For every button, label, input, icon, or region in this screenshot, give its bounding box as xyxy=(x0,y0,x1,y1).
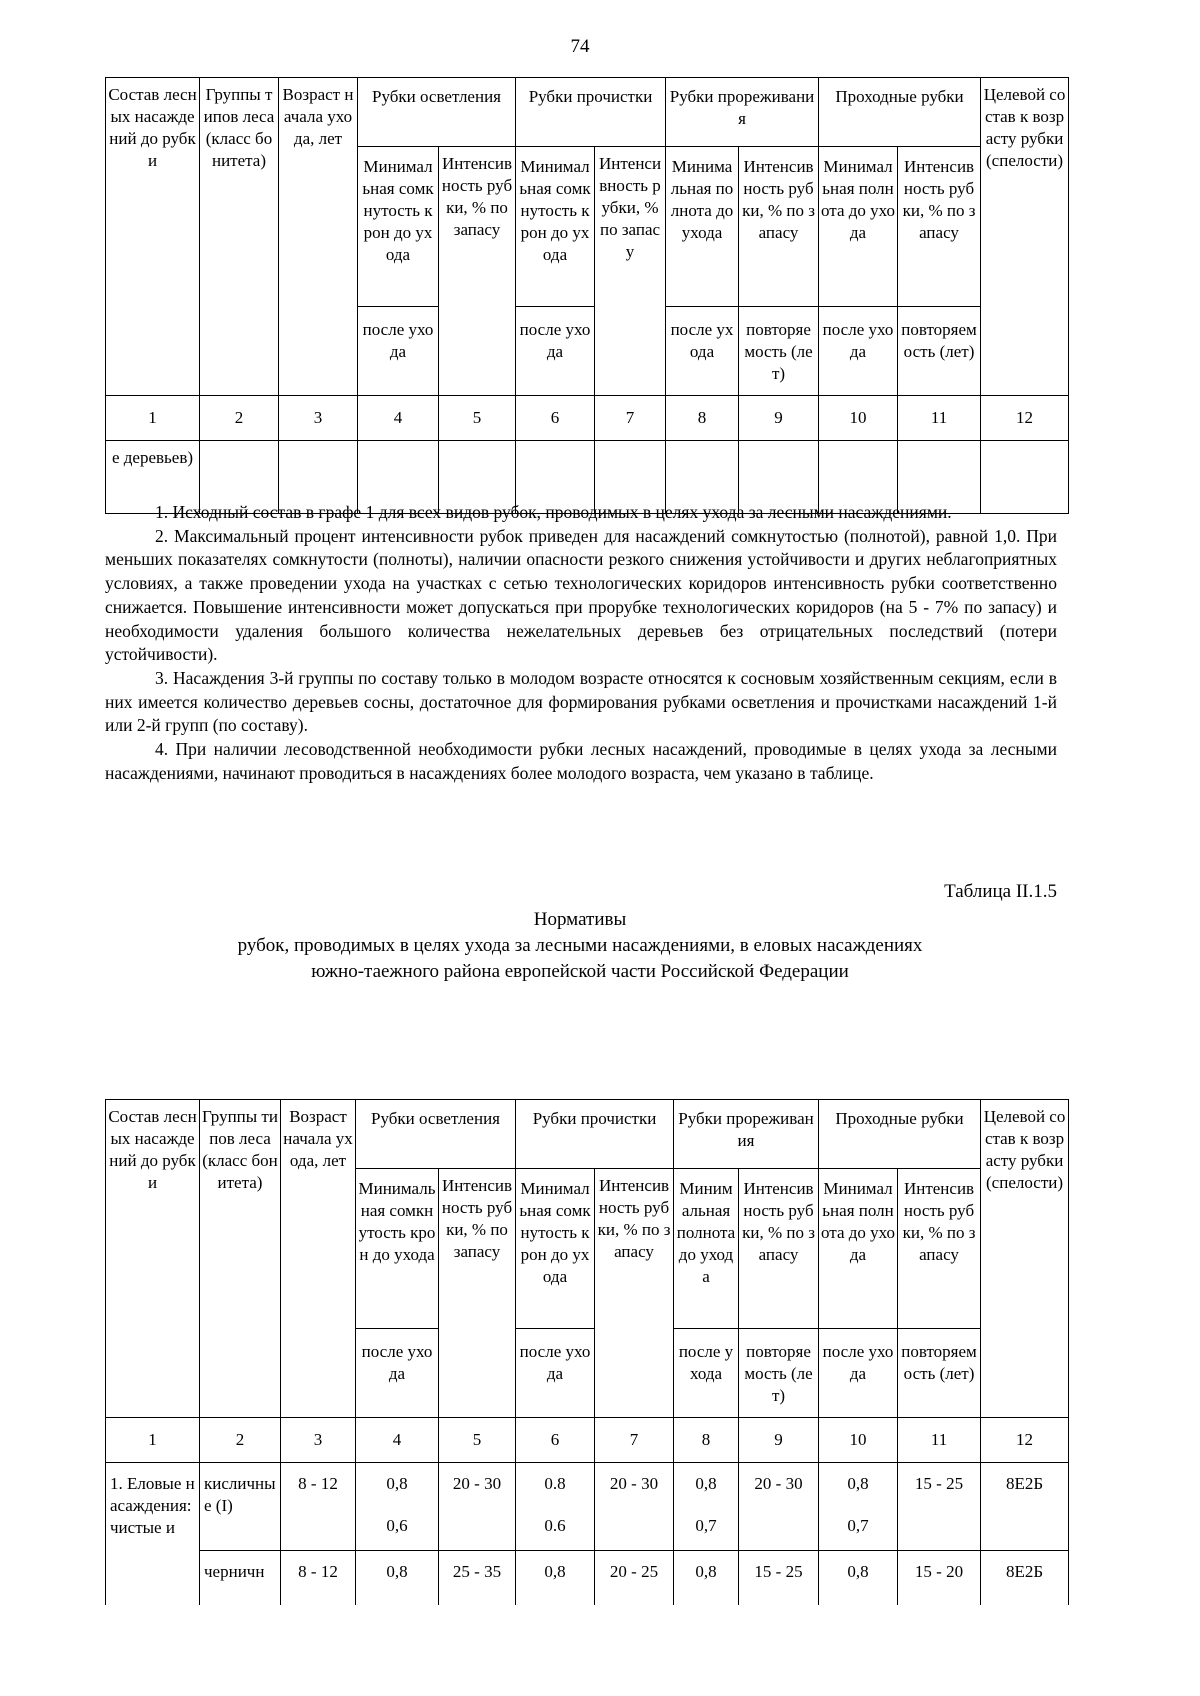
header-after-care: после ухода xyxy=(674,1329,739,1418)
header-min-density-before: Минимальная сомкнутость крон до ухода xyxy=(358,147,439,307)
header-target-composition: Целевой состав к возрасту рубки (спелости) xyxy=(981,78,1069,396)
composition-cell: е деревьев) xyxy=(106,441,200,514)
header-after-care: после ухода xyxy=(356,1329,439,1418)
column-number: 7 xyxy=(595,396,666,441)
intensity-cell: 25 - 35 xyxy=(439,1551,516,1611)
header-intensity: Интенсивность рубки, % по запасу xyxy=(739,1169,819,1329)
header-min-density-before: Минимальная сомкнутость крон до ухода xyxy=(356,1169,439,1329)
header-forest-type-groups: Группы типов леса (класс бонитета) xyxy=(200,78,279,396)
column-number: 7 xyxy=(595,1418,674,1463)
column-number: 2 xyxy=(200,396,279,441)
header-group-osvetlenie: Рубки осветления xyxy=(358,78,516,147)
table-row xyxy=(106,1551,1069,1611)
header-intensity: Интенсивность рубки, % по запасу xyxy=(739,147,819,307)
column-number: 10 xyxy=(819,1418,898,1463)
group-label-cell: 1. Еловые насаждения: чистые и xyxy=(106,1463,200,1611)
header-after-care: после ухода xyxy=(819,1329,898,1418)
table-row xyxy=(106,1463,1069,1551)
value-before: 0,8 xyxy=(386,1474,408,1493)
start-age-cell: 8 - 12 xyxy=(281,1551,356,1611)
table-notes xyxy=(105,501,1057,785)
column-number: 9 xyxy=(739,396,819,441)
column-number: 1 xyxy=(106,1418,200,1463)
start-age-cell: 8 - 12 xyxy=(281,1463,356,1551)
header-min-fullness-before: Минимальная полнота до ухода xyxy=(674,1169,739,1329)
intensity-cell: 20 - 30 xyxy=(439,1463,516,1551)
header-target-composition: Целевой состав к возрасту рубки (спелости) xyxy=(981,1100,1069,1418)
header-composition: Состав лесных насаждений до рубки xyxy=(106,1100,200,1418)
column-number: 3 xyxy=(279,396,358,441)
table-title-line: рубок, проводимых в целях ухода за лесными насаждениями, в еловых насаждениях xyxy=(237,935,923,956)
header-intensity: Интенсивность рубки, % по запасу xyxy=(898,147,981,307)
column-number: 9 xyxy=(739,1418,819,1463)
min-fullness-cell xyxy=(674,1463,739,1551)
header-after-care: после ухода xyxy=(819,307,898,396)
value-after: 0,6 xyxy=(386,1516,408,1535)
column-numbers-row xyxy=(106,396,1069,441)
header-intensity: Интенсивность рубки, % по запасу xyxy=(595,147,666,396)
header-intensity: Интенсивность рубки, % по запасу xyxy=(898,1169,981,1329)
header-start-age: Возраст начала ухода, лет xyxy=(279,78,358,396)
header-intensity: Интенсивность рубки, % по запасу xyxy=(439,1169,516,1418)
header-min-density-before: Минимальная сомкнутость крон до ухода xyxy=(516,147,595,307)
header-group-prohodnye: Проходные рубки xyxy=(819,1100,981,1169)
intensity-cell: 15 - 25 xyxy=(898,1463,981,1551)
value-after: 0.6 xyxy=(544,1516,566,1535)
table-title-line: южно-таежного района европейской части Российской Федерации xyxy=(311,961,849,982)
page-number: 74 xyxy=(570,36,590,57)
forest-type-cell: черничн xyxy=(200,1551,281,1611)
intensity-cell: 15 - 25 xyxy=(739,1551,819,1611)
min-fullness-cell: 0,8 xyxy=(674,1551,739,1611)
note-4: 4. При наличии лесоводственной необходимости рубки лесных насаждений, проводимые в целях ухода за лесными насаждениями, начинают проводиться в насаждениях более молодого возраста, чем указано в таблице. xyxy=(105,739,1057,783)
column-number: 4 xyxy=(358,396,439,441)
header-intensity: Интенсивность рубки, % по запасу xyxy=(595,1169,674,1418)
header-forest-type-groups: Группы типов леса (класс бонитета) xyxy=(200,1100,281,1418)
header-min-density-before: Минимальная сомкнутость крон до ухода xyxy=(516,1169,595,1329)
value-after: 0,7 xyxy=(695,1516,717,1535)
table-label: Таблица II.1.5 xyxy=(944,881,1057,902)
intensity-cell: 20 - 30 xyxy=(739,1463,819,1551)
column-number: 10 xyxy=(819,396,898,441)
header-intensity: Интенсивность рубки, % по запасу xyxy=(439,147,516,396)
value-before: 0,8 xyxy=(847,1474,869,1493)
column-number: 5 xyxy=(439,396,516,441)
column-number: 5 xyxy=(439,1418,516,1463)
column-number: 2 xyxy=(200,1418,281,1463)
page-bottom-margin xyxy=(0,1605,1200,1696)
intensity-cell: 20 - 30 xyxy=(595,1463,674,1551)
header-repeatability: повторяемость (лет) xyxy=(739,307,819,396)
header-group-prochistka: Рубки прочистки xyxy=(516,1100,674,1169)
target-composition-cell: 8Е2Б xyxy=(981,1463,1069,1551)
header-min-fullness-before: Минимальная полнота до ухода xyxy=(819,147,898,307)
header-after-care: после ухода xyxy=(358,307,439,396)
header-repeatability: повторяемость (лет) xyxy=(898,1329,981,1418)
column-number: 11 xyxy=(898,396,981,441)
header-min-fullness-before: Минимальная полнота до ухода xyxy=(819,1169,898,1329)
header-group-prochistka: Рубки прочистки xyxy=(516,78,666,147)
value-before: 0,8 xyxy=(695,1474,717,1493)
target-composition-cell: 8Е2Б xyxy=(981,1551,1069,1611)
column-number: 4 xyxy=(356,1418,439,1463)
header-after-care: после ухода xyxy=(666,307,739,396)
column-number: 11 xyxy=(898,1418,981,1463)
header-group-prorezhivanie: Рубки прореживания xyxy=(674,1100,819,1169)
min-density-cell: 0,8 xyxy=(516,1551,595,1611)
column-number: 6 xyxy=(516,396,595,441)
min-density-cell xyxy=(356,1463,439,1551)
min-fullness-cell xyxy=(819,1463,898,1551)
norms-table-continued xyxy=(105,77,1069,514)
header-repeatability: повторяемость (лет) xyxy=(898,307,981,396)
intensity-cell: 15 - 20 xyxy=(898,1551,981,1611)
column-number: 1 xyxy=(106,396,200,441)
header-group-osvetlenie: Рубки осветления xyxy=(356,1100,516,1169)
column-number: 12 xyxy=(981,1418,1069,1463)
column-number: 8 xyxy=(674,1418,739,1463)
note-1: 1. Исходный состав в графе 1 для всех видов рубок, проводимых в целях ухода за лесными насаждениями. xyxy=(155,502,952,522)
table-title-line: Нормативы xyxy=(533,909,627,930)
column-number: 6 xyxy=(516,1418,595,1463)
value-before: 0.8 xyxy=(544,1474,566,1493)
norms-table-spruce xyxy=(105,1099,1069,1611)
note-3: 3. Насаждения 3-й группы по составу только в молодом возрасте относятся к сосновым хозяйственным секциям, если в них имеется количество деревьев сосны, достаточное для формирования рубками осветления и прочистками насаждений 1-й или 2-й групп (по составу). xyxy=(105,667,1057,736)
header-composition: Состав лесных насаждений до рубки xyxy=(106,78,200,396)
min-fullness-cell: 0,8 xyxy=(819,1551,898,1611)
column-number: 12 xyxy=(981,396,1069,441)
header-after-care: после ухода xyxy=(516,307,595,396)
header-group-prorezhivanie: Рубки прореживания xyxy=(666,78,819,147)
forest-type-cell: кисличные (I) xyxy=(200,1463,281,1551)
min-density-cell xyxy=(516,1463,595,1551)
header-repeatability: повторяемость (лет) xyxy=(739,1329,819,1418)
header-start-age: Возраст начала ухода, лет xyxy=(281,1100,356,1418)
note-2: 2. Максимальный процент интенсивности рубок приведен для насаждений сомкнутостью (полнотой), равной 1,0. При меньших показателях сомкнутости (полноты), наличии опасности резкого снижения устойчивости и других неблагоприятных условиях, а также проведении ухода на участках с сетью технологических коридоров интенсивность рубки соответственно снижается. Повышение интенсивности может допускаться при прорубке технологических коридоров (на 5 - 7% по запасу) и необходимости удаления большого количества нежелательных деревьев без отрицательных последствий (потери устойчивости). xyxy=(105,525,1057,665)
column-numbers-row xyxy=(106,1418,1069,1463)
column-number: 8 xyxy=(666,396,739,441)
min-density-cell: 0,8 xyxy=(356,1551,439,1611)
header-min-fullness-before: Минимальная полнота до ухода xyxy=(666,147,739,307)
intensity-cell: 20 - 25 xyxy=(595,1551,674,1611)
column-number: 3 xyxy=(281,1418,356,1463)
value-after: 0,7 xyxy=(847,1516,869,1535)
table-title xyxy=(0,907,1160,985)
header-group-prohodnye: Проходные рубки xyxy=(819,78,981,147)
header-after-care: после ухода xyxy=(516,1329,595,1418)
